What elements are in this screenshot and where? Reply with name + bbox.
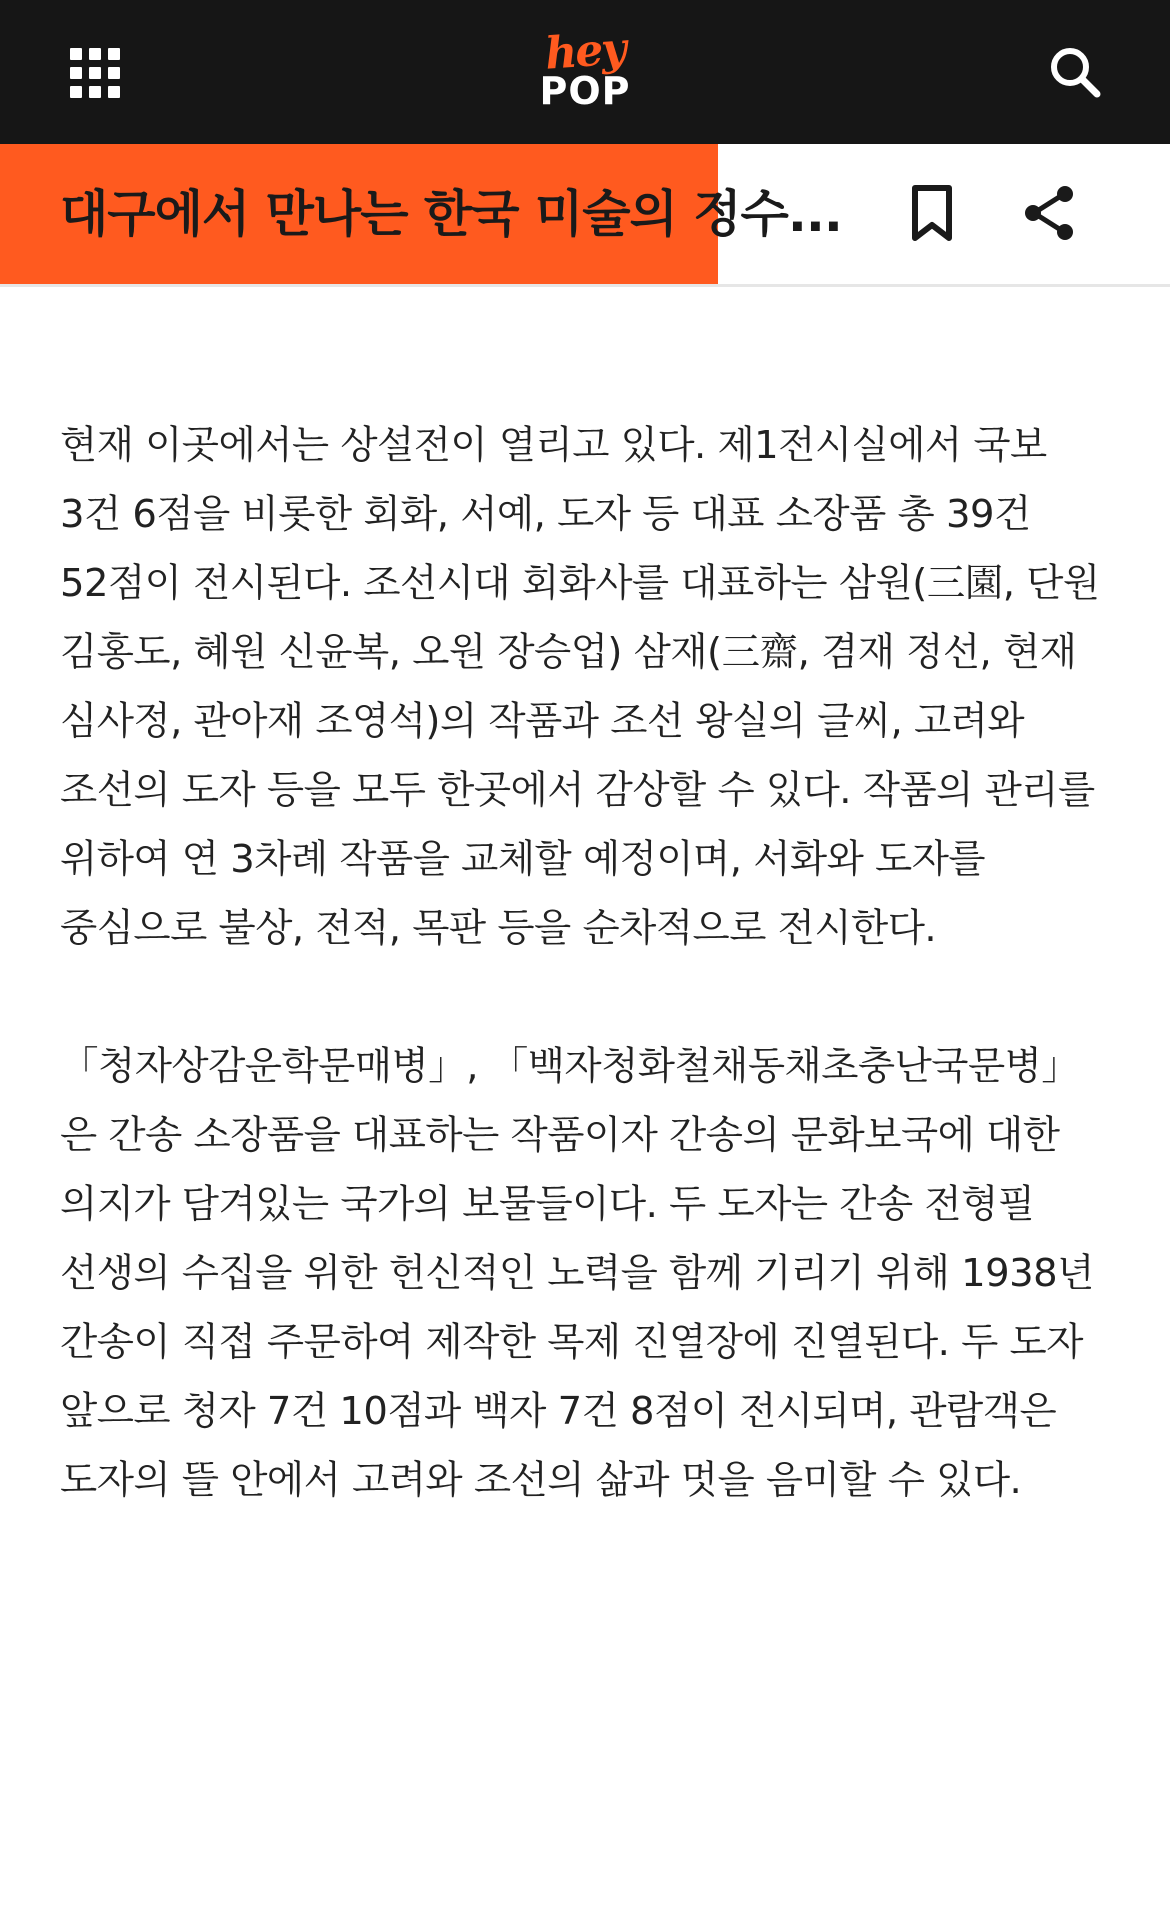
logo-pop-text: POP — [539, 69, 631, 113]
article-title-bar — [0, 144, 1170, 287]
article-paragraph: 현재 이곳에서는 상설전이 열리고 있다. 제1전시실에서 국보 3건 6점을 비롯한 회화, 서예, 도자 등 대표 소장품 총 39건 52점이 전시된다. 조선시대 회화사를 대표하는 삼원(三園, 단원 김홍도, 혜원 신윤복, 오원 장승업) 삼재(三齋, 겸재 정선, 현재 심사정, 관아재 조영석)의 작품과 조선 왕실의 글씨, 고려와 조선의 도자 등을 모두 한곳에서 감상할 수 있다. 작품의 관리를 위하여 연 3차례 작품을 교체할 예정이며, 서화와 도자를 중심으로 불상, 전적, 목판 등을 순차적으로 전시한다. — [60, 423, 1100, 951]
search-icon[interactable] — [1045, 42, 1105, 102]
grid-menu-icon[interactable] — [70, 48, 120, 98]
article-paragraph: 「청자상감운학문매병」, 「백자청화철채동채초충난국문병」은 간송 소장품을 대표하는 작품이자 간송의 문화보국에 대한 의지가 담겨있는 국가의 보물들이다. 두 도자는 간송 전형필 선생의 수집을 위한 헌신적인 노력을 함께 기리기 위해 1938년 간송이 직접 주문하여 제작한 목제 진열장에 진열된다. 두 도자 앞으로 청자 7건 10점과 백자 7건 8점이 전시되며, 관람객은 도자의 뜰 안에서 고려와 조선의 삶과 멋을 음미할 수 있다. — [60, 1044, 1094, 1503]
article-body — [0, 287, 1170, 1515]
heypop-logo[interactable] — [535, 23, 635, 114]
share-icon[interactable] — [1020, 180, 1082, 246]
top-app-bar — [0, 0, 1170, 144]
bookmark-icon[interactable] — [905, 182, 959, 246]
logo-hey-text: hey — [543, 23, 627, 80]
article-title: 대구에서 만나는 한국 미술의 정수... — [60, 185, 842, 243]
